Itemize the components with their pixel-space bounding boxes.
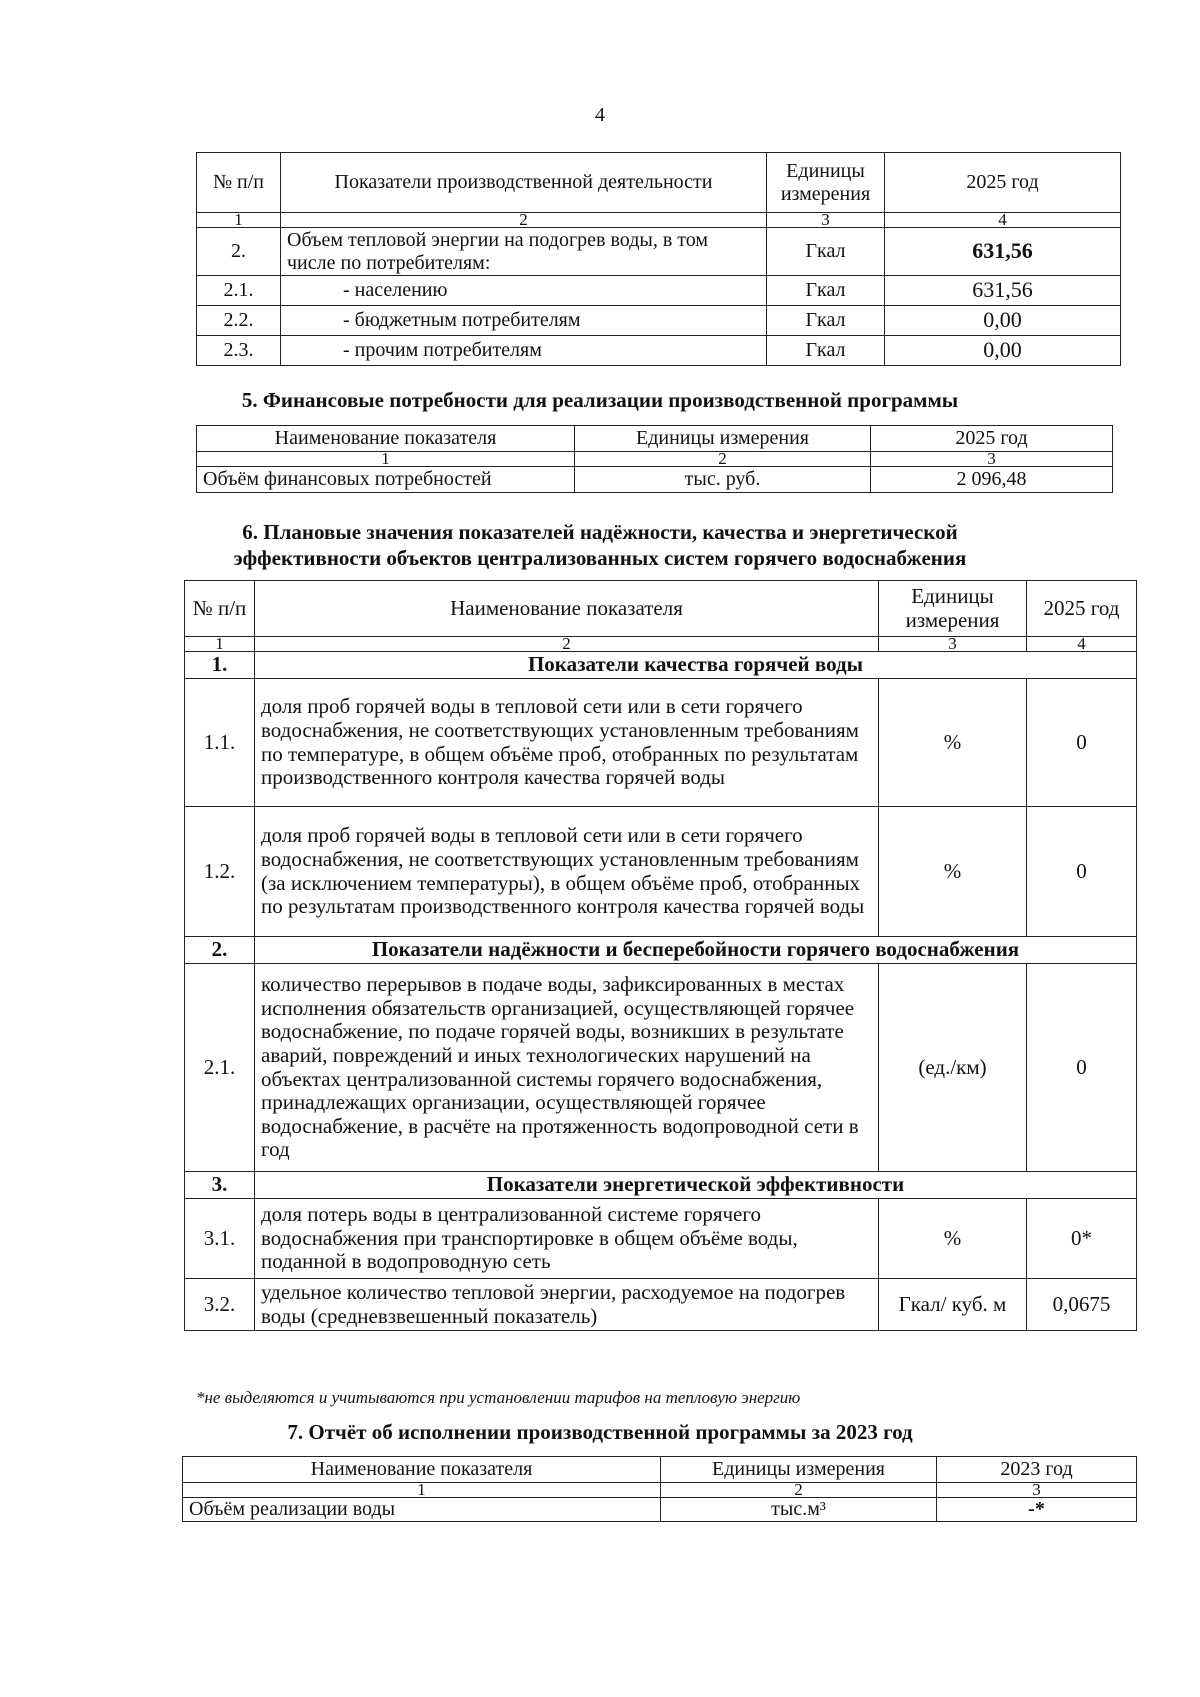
group-header-row [185, 1172, 1137, 1199]
row-unit: (ед./км) [879, 964, 1027, 1172]
row-name: доля проб горячей воды в тепловой сети или в сети горячего водоснабжения, не соответствующих установленным требованиям по температуре, в общем объёме проб, отобранных по результатам производственного контроля качества горячей воды [255, 679, 879, 807]
section6-title-line1: 6. Плановые значения показателей надёжности, качества и энергетической [242, 520, 958, 544]
section5-title: 5. Финансовые потребности для реализации производственной программы [241, 388, 959, 412]
row-name: удельное количество тепловой энергии, расходуемое на подогрев воды (средневзвешенный показатель) [255, 1279, 879, 1331]
row-num: 2.3. [197, 336, 281, 366]
row-name: доля проб горячей воды в тепловой сети или в сети горячего водоснабжения, не соответствующих установленным требованиям (за исключением температуры), в общем объёме проб, отобранных по результатам производственного контроля качества горячей воды [255, 807, 879, 937]
row-name: - населению [281, 276, 767, 306]
row-unit: тыс. руб. [575, 467, 871, 493]
index-cell: 1 [185, 637, 255, 652]
header-unit: Единицы измерения [879, 581, 1027, 637]
section7-title: 7. Отчёт об исполнении производственной программы за 2023 год [287, 1420, 913, 1444]
index-cell: 1 [197, 213, 281, 228]
row-name: - прочим потребителям [281, 336, 767, 366]
group-title: Показатели качества горячей воды [255, 652, 1137, 679]
row-num: 2.2. [197, 306, 281, 336]
row-num: 3.1. [185, 1199, 255, 1279]
index-cell: 2 [661, 1483, 937, 1498]
group-num: 3. [185, 1172, 255, 1199]
row-value: 2 096,48 [871, 467, 1113, 493]
index-cell: 2 [255, 637, 879, 652]
row-value: -* [937, 1498, 1137, 1522]
row-unit: % [879, 1199, 1027, 1279]
financial-needs-table [196, 425, 1113, 493]
row-num: 2.1. [185, 964, 255, 1172]
row-unit: Гкал [767, 228, 885, 276]
header-year: 2023 год [937, 1457, 1137, 1483]
table-row [183, 1498, 1137, 1522]
row-num: 1.1. [185, 679, 255, 807]
index-cell: 2 [281, 213, 767, 228]
index-cell: 3 [879, 637, 1027, 652]
group-num: 2. [185, 937, 255, 964]
header-num: № п/п [185, 581, 255, 637]
row-unit: Гкал [767, 306, 885, 336]
row-name: Объем тепловой энергии на подогрев воды, в том числе по потребителям: [281, 228, 767, 276]
header-unit: Единицы измерения [767, 153, 885, 213]
row-name: количество перерывов в подаче воды, зафиксированных в местах исполнения обязательств организацией, осуществляющей горячее водоснабжение, по подаче горячей воды, возникших в результате аварий, повреждений и иных технологических нарушений на объектах централизованной системы горячего водоснабжения, принадлежащих организации, осуществляющей горячее водоснабжение, в расчёте на протяженность водопроводной сети в год [255, 964, 879, 1172]
row-value: 0* [1027, 1199, 1137, 1279]
footnote: *не выделяются и учитываются при установлении тарифов на тепловую энергию [196, 1388, 801, 1407]
row-name: Объём реализации воды [183, 1498, 661, 1522]
row-unit: Гкал [767, 336, 885, 366]
header-name: Наименование показателя [255, 581, 879, 637]
section6-title-line2: эффективности объектов централизованных систем горячего водоснабжения [233, 546, 967, 570]
row-value: 0 [1027, 964, 1137, 1172]
group-header-row [185, 937, 1137, 964]
reliability-indicators-table [184, 580, 1137, 1331]
report-2023-table [182, 1456, 1137, 1522]
group-header-row [185, 652, 1137, 679]
group-title: Показатели энергетической эффективности [255, 1172, 1137, 1199]
table-row [185, 807, 1137, 937]
row-value: 0 [1027, 807, 1137, 937]
header-year: 2025 год [871, 426, 1113, 452]
group-title: Показатели надёжности и бесперебойности горячего водоснабжения [255, 937, 1137, 964]
row-value: 0,0675 [1027, 1279, 1137, 1331]
production-indicators-table [196, 152, 1121, 366]
table-row [197, 276, 1121, 306]
row-unit: Гкал/ куб. м [879, 1279, 1027, 1331]
row-value: 0,00 [885, 306, 1121, 336]
row-num: 1.2. [185, 807, 255, 937]
index-cell: 3 [937, 1483, 1137, 1498]
table-row [197, 336, 1121, 366]
table-row [185, 1279, 1137, 1331]
row-name: доля потерь воды в централизованной системе горячего водоснабжения при транспортировке в общем объёме воды, поданной в водопроводную сеть [255, 1199, 879, 1279]
table-row [185, 679, 1137, 807]
header-num: № п/п [197, 153, 281, 213]
row-value: 0,00 [885, 336, 1121, 366]
header-indicator: Показатели производственной деятельности [281, 153, 767, 213]
table-row [197, 306, 1121, 336]
header-name: Наименование показателя [197, 426, 575, 452]
row-value: 631,56 [885, 276, 1121, 306]
header-year: 2025 год [885, 153, 1121, 213]
row-value: 0 [1027, 679, 1137, 807]
row-unit: Гкал [767, 276, 885, 306]
index-cell: 2 [575, 452, 871, 467]
table-row [197, 228, 1121, 276]
index-cell: 3 [767, 213, 885, 228]
table-row [185, 964, 1137, 1172]
row-value: 631,56 [885, 228, 1121, 276]
header-unit: Единицы измерения [575, 426, 871, 452]
index-cell: 4 [885, 213, 1121, 228]
index-cell: 4 [1027, 637, 1137, 652]
table-row [185, 1199, 1137, 1279]
index-cell: 3 [871, 452, 1113, 467]
row-name: Объём финансовых потребностей [197, 467, 575, 493]
row-num: 2.1. [197, 276, 281, 306]
row-unit: % [879, 679, 1027, 807]
row-num: 3.2. [185, 1279, 255, 1331]
row-unit: % [879, 807, 1027, 937]
header-year: 2025 год [1027, 581, 1137, 637]
page-number: 4 [595, 104, 605, 126]
header-unit: Единицы измерения [661, 1457, 937, 1483]
row-unit: тыс.м³ [661, 1498, 937, 1522]
index-cell: 1 [183, 1483, 661, 1498]
group-num: 1. [185, 652, 255, 679]
row-name: - бюджетным потребителям [281, 306, 767, 336]
table-row [197, 467, 1113, 493]
header-name: Наименование показателя [183, 1457, 661, 1483]
index-cell: 1 [197, 452, 575, 467]
row-num: 2. [197, 228, 281, 276]
